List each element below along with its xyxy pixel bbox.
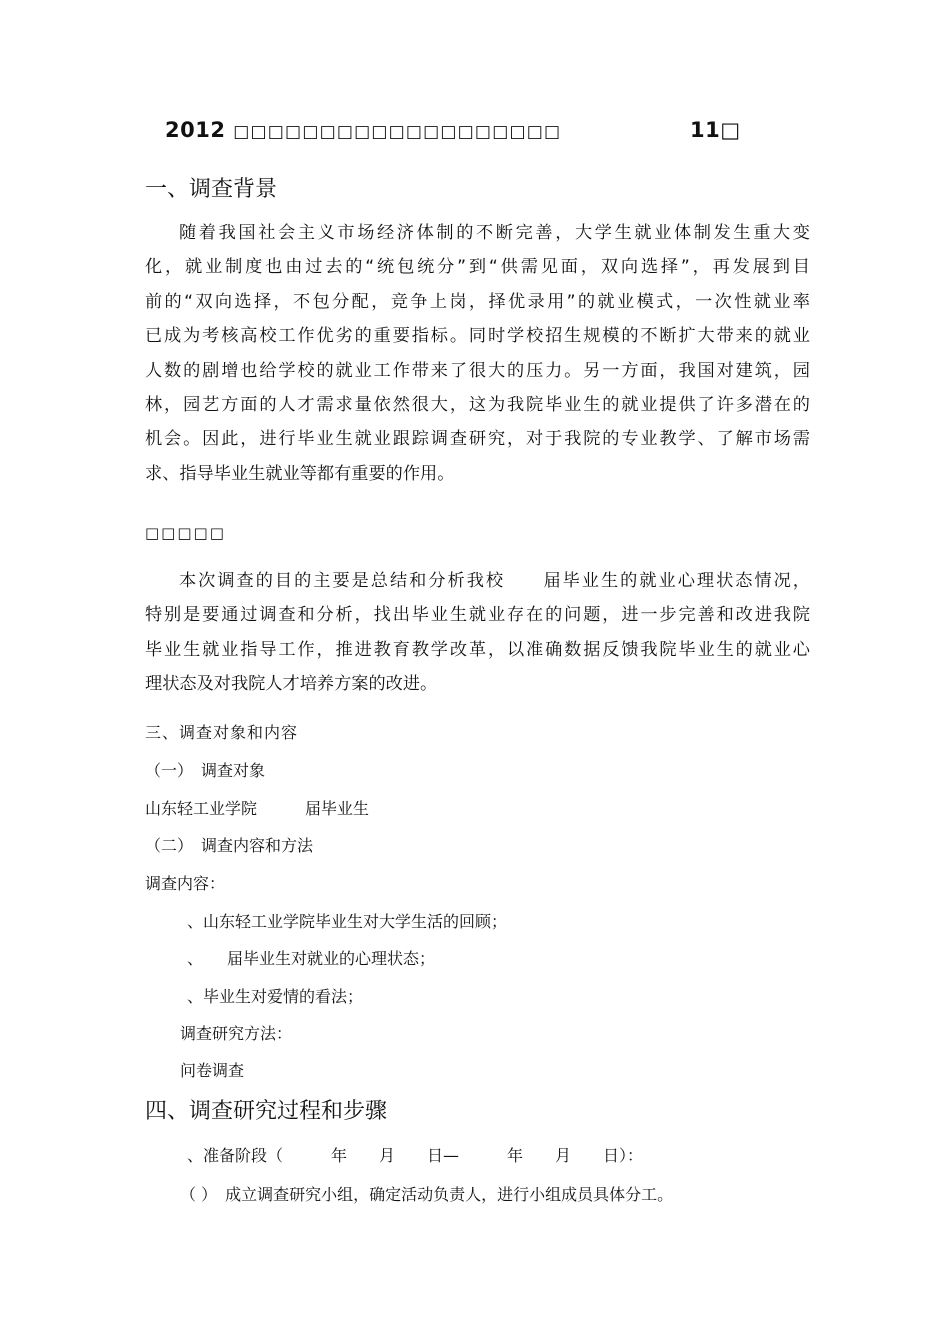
prep-stage: 、准备阶段（ 年 月 日— 年 月 日）： [187, 1146, 644, 1165]
content-item: 、山东轻工业学院毕业生对大学生活的回顾； [187, 912, 508, 931]
content-item: 、 届毕业生对就业的心理状态； [187, 949, 436, 968]
paragraph-line: 求、指导毕业生就业等都有重要的作用。 [145, 463, 455, 484]
section-heading-process: 四、调查研究过程和步骤 [145, 1099, 388, 1124]
method-value: 问卷调查 [180, 1061, 245, 1080]
paragraph-line: 毕业生就业指导工作，推进教育教学改革，以准确数据反馈我院毕业生的就业心 [145, 639, 810, 660]
paragraph-line: 前的“双向选择，不包分配，竞争上岗，择优录用”的就业模式，一次性就业率 [145, 291, 810, 312]
title-number: 11□ [690, 118, 741, 142]
background-paragraph [145, 216, 810, 491]
paragraph-line: 随着我国社会主义市场经济体制的不断完善，大学生就业体制发生重大变 [179, 223, 810, 243]
title-year: 2012 [165, 118, 226, 142]
content-label: 调查内容： [145, 874, 226, 893]
paragraph-line: 理状态及对我院人才培养方案的改进。 [145, 674, 438, 695]
section-heading-background: 一、调查背景 [145, 177, 278, 202]
doc-title [165, 118, 561, 142]
step-item: （ ） 成立调查研究小组，确定活动负责人，进行小组成员具体分工。 [180, 1185, 674, 1204]
method-label: 调查研究方法： [180, 1024, 293, 1043]
paragraph-line: 本次调查的目的主要是总结和分析我校 届毕业生的就业心理状态情况， [179, 571, 810, 591]
paragraph-line: 化，就业制度也由过去的“统包统分”到“供需见面，双向选择”，再发展到目 [145, 257, 810, 278]
subheading-subjects: （一） 调查对象 [145, 761, 266, 780]
title-missing-glyphs: □□□□□□□□□□□□□□□□□□□ [233, 122, 562, 142]
paragraph-line: 林，园艺方面的人才需求量依然很大，这为我院毕业生的就业提供了许多潜在的 [145, 395, 810, 416]
content-item: 、毕业生对爱情的看法； [187, 987, 364, 1006]
section-heading-purpose: □□□□□ [145, 524, 226, 542]
paragraph-line: 人数的剧增也给学校的就业工作带来了很大的压力。另一方面，我国对建筑，园 [145, 360, 810, 381]
subheading-content-methods: （二） 调查内容和方法 [145, 836, 314, 855]
paragraph-line: 已成为考核高校工作优劣的重要指标。同时学校招生规模的不断扩大带来的就业 [145, 326, 810, 347]
paragraph-line: 机会。因此，进行毕业生就业跟踪调查研究，对于我院的专业教学、了解市场需 [145, 429, 810, 450]
survey-target: 山东轻工业学院 届毕业生 [145, 799, 370, 818]
paragraph-line: 特别是要通过调查和分析，找出毕业生就业存在的问题，进一步完善和改进我院 [145, 605, 810, 626]
section-heading-subjects: 三、调查对象和内容 [145, 723, 299, 742]
purpose-paragraph [145, 564, 810, 702]
